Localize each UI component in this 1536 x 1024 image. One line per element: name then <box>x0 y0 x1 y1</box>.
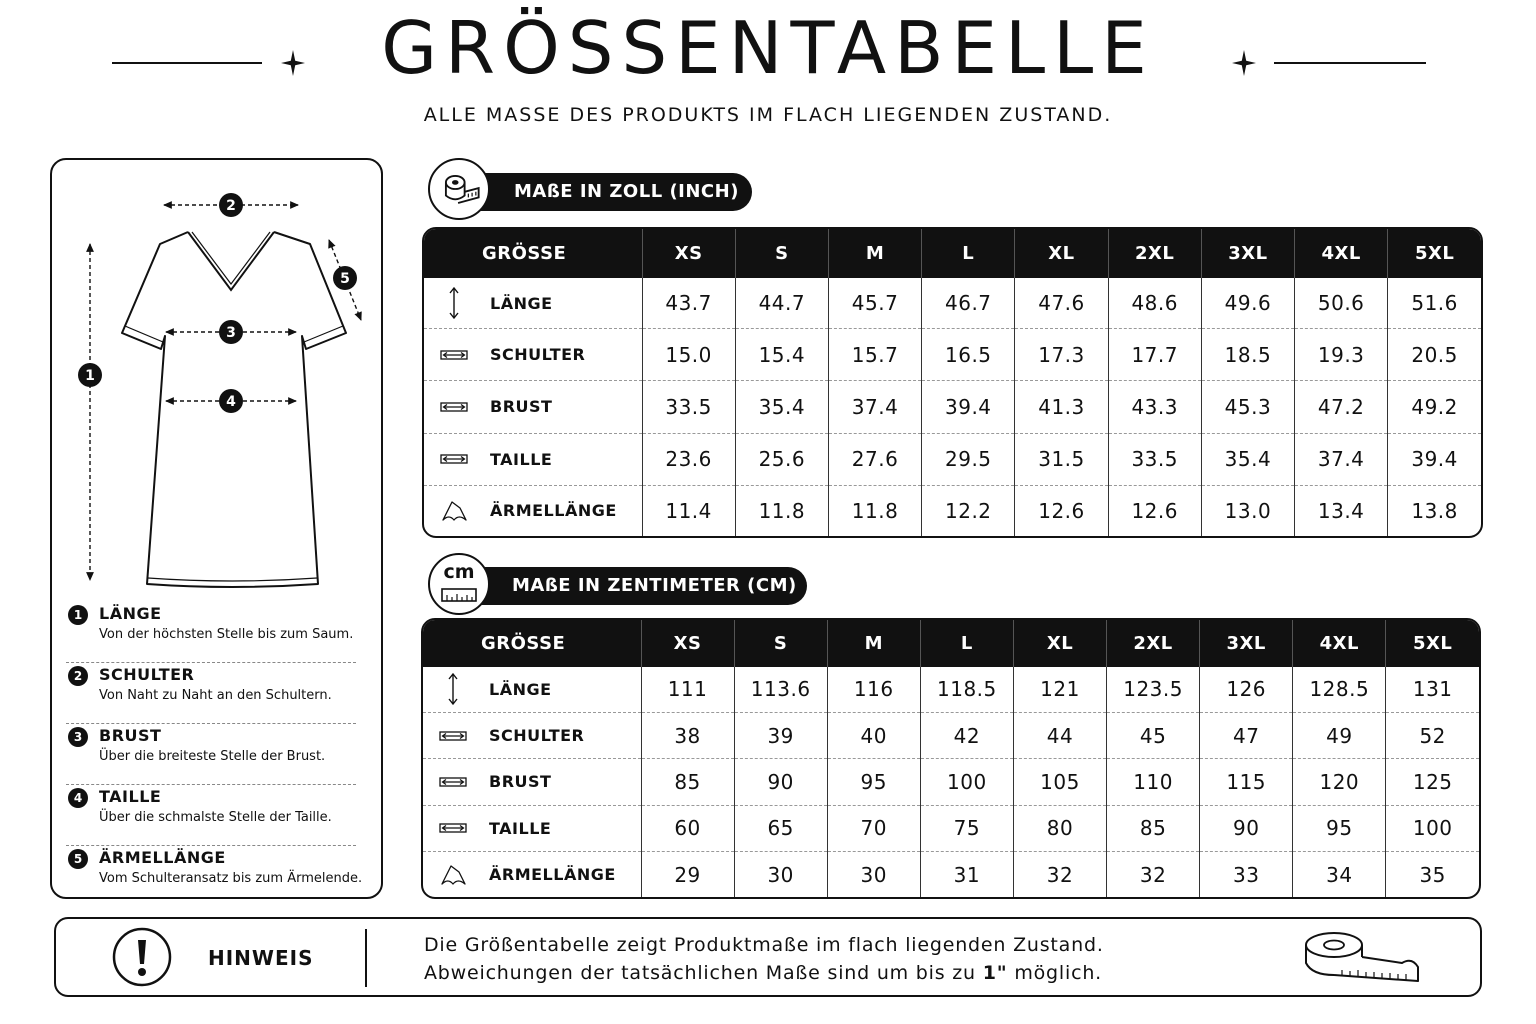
value-cell: 70 <box>827 805 920 851</box>
value-cell: 105 <box>1013 759 1106 805</box>
value-cell: 45.7 <box>828 278 921 329</box>
row-label-cell <box>424 381 642 433</box>
column-header: S <box>734 620 827 667</box>
value-cell: 37.4 <box>1295 433 1388 485</box>
legend-number: 2 <box>68 666 88 686</box>
column-header: 5XL <box>1388 229 1481 278</box>
column-header: XL <box>1013 620 1106 667</box>
table-row <box>424 329 1481 381</box>
svg-text:4: 4 <box>226 394 236 410</box>
value-cell: 27.6 <box>828 433 921 485</box>
value-cell: 39.4 <box>1388 433 1481 485</box>
value-cell: 85 <box>641 759 734 805</box>
value-cell: 43.7 <box>642 278 735 329</box>
value-cell: 47 <box>1200 712 1293 758</box>
value-cell: 20.5 <box>1388 329 1481 381</box>
column-header: 2XL <box>1108 229 1201 278</box>
value-cell: 100 <box>1386 805 1479 851</box>
table-row <box>423 805 1479 851</box>
value-cell: 13.8 <box>1388 485 1481 536</box>
column-header: M <box>828 229 921 278</box>
legend-item-waist <box>66 785 356 846</box>
row-label: SCHULTER <box>489 726 585 746</box>
cm-section-title: MAßE IN ZENTIMETER (CM) <box>460 567 807 605</box>
legend-description: Von der höchsten Stelle bis zum Saum. <box>99 627 354 642</box>
value-cell: 50.6 <box>1295 278 1388 329</box>
note-text <box>424 931 1104 987</box>
horizontal-arrow-icon <box>438 442 470 476</box>
value-cell: 17.7 <box>1108 329 1201 381</box>
value-cell: 35.4 <box>735 381 828 433</box>
legend-label: SCHULTER <box>99 665 195 684</box>
column-header: S <box>735 229 828 278</box>
vertical-arrow-icon <box>438 286 470 320</box>
row-label-cell <box>424 485 642 536</box>
value-cell: 37.4 <box>828 381 921 433</box>
value-cell: 125 <box>1386 759 1479 805</box>
value-cell: 17.3 <box>1015 329 1108 381</box>
legend-label: LÄNGE <box>99 604 162 623</box>
badge-unit-text: cm <box>443 561 475 583</box>
v-neckline <box>188 232 274 290</box>
value-cell: 75 <box>920 805 1013 851</box>
column-header: M <box>827 620 920 667</box>
value-cell: 49.6 <box>1201 278 1294 329</box>
value-cell: 13.4 <box>1295 485 1388 536</box>
value-cell: 12.6 <box>1015 485 1108 536</box>
legend-item-sleeve <box>66 846 363 907</box>
value-cell: 32 <box>1107 852 1200 897</box>
legend-label: BRUST <box>99 726 162 745</box>
table-header-row <box>423 620 1479 667</box>
value-cell: 120 <box>1293 759 1386 805</box>
inch-section-title: MAßE IN ZOLL (INCH) <box>462 173 752 211</box>
note-divider <box>365 929 367 987</box>
value-cell: 118.5 <box>920 667 1013 712</box>
svg-text:1: 1 <box>85 368 95 384</box>
row-label-cell <box>423 712 641 758</box>
value-cell: 11.8 <box>828 485 921 536</box>
row-label-cell <box>424 278 642 329</box>
ruler-icon <box>428 553 490 615</box>
value-cell: 33.5 <box>642 381 735 433</box>
title-divider-right <box>1274 62 1426 64</box>
legend-item-shoulder <box>66 663 356 724</box>
value-cell: 85 <box>1107 805 1200 851</box>
table-row <box>423 759 1479 805</box>
value-cell: 33.5 <box>1108 433 1201 485</box>
vertical-arrow-icon <box>437 672 469 706</box>
row-label: SCHULTER <box>490 345 586 365</box>
table-row <box>424 381 1481 433</box>
value-cell: 116 <box>827 667 920 712</box>
column-header: 2XL <box>1107 620 1200 667</box>
tape-measure-icon <box>428 158 490 220</box>
legend-label: ÄRMELLÄNGE <box>99 848 226 867</box>
value-cell: 48.6 <box>1108 278 1201 329</box>
legend-number: 4 <box>68 788 88 808</box>
value-cell: 35 <box>1386 852 1479 897</box>
column-header: 3XL <box>1200 620 1293 667</box>
table-header-row <box>424 229 1481 278</box>
value-cell: 31 <box>920 852 1013 897</box>
value-cell: 13.0 <box>1201 485 1294 536</box>
value-cell: 111 <box>641 667 734 712</box>
value-cell: 95 <box>1293 805 1386 851</box>
column-header: XL <box>1015 229 1108 278</box>
row-label-cell <box>424 433 642 485</box>
title-divider-left <box>112 62 262 64</box>
value-cell: 25.6 <box>735 433 828 485</box>
value-cell: 34 <box>1293 852 1386 897</box>
horizontal-arrow-icon <box>438 338 470 372</box>
value-cell: 40 <box>827 712 920 758</box>
value-cell: 110 <box>1107 759 1200 805</box>
horizontal-arrow-icon <box>438 390 470 424</box>
note-label: HINWEIS <box>208 946 314 970</box>
value-cell: 90 <box>1200 805 1293 851</box>
column-header: 4XL <box>1295 229 1388 278</box>
column-header: GRÖSSE <box>423 620 641 667</box>
row-label: BRUST <box>490 397 553 417</box>
column-header: XS <box>641 620 734 667</box>
value-cell: 12.6 <box>1108 485 1201 536</box>
value-cell: 39.4 <box>922 381 1015 433</box>
value-cell: 32 <box>1013 852 1106 897</box>
column-header: L <box>922 229 1015 278</box>
value-cell: 39 <box>734 712 827 758</box>
table-row <box>424 278 1481 329</box>
value-cell: 45 <box>1107 712 1200 758</box>
value-cell: 45.3 <box>1201 381 1294 433</box>
value-cell: 15.0 <box>642 329 735 381</box>
row-label-cell <box>423 805 641 851</box>
value-cell: 126 <box>1200 667 1293 712</box>
value-cell: 115 <box>1200 759 1293 805</box>
legend-number: 5 <box>68 849 88 869</box>
row-label: LÄNGE <box>489 679 552 699</box>
measurement-legend <box>66 602 363 907</box>
legend-item-length <box>66 602 356 663</box>
value-cell: 49 <box>1293 712 1386 758</box>
value-cell: 11.8 <box>735 485 828 536</box>
column-header: XS <box>642 229 735 278</box>
row-label-cell <box>423 759 641 805</box>
horizontal-arrow-icon <box>437 719 469 753</box>
legend-label: TAILLE <box>99 787 162 806</box>
legend-number: 3 <box>68 727 88 747</box>
sparkle-icon <box>1232 50 1256 76</box>
value-cell: 123.5 <box>1107 667 1200 712</box>
value-cell: 12.2 <box>922 485 1015 536</box>
column-header: GRÖSSE <box>424 229 642 278</box>
row-label: ÄRMELLÄNGE <box>489 865 616 884</box>
value-cell: 90 <box>734 759 827 805</box>
value-cell: 30 <box>734 852 827 897</box>
legend-description: Von Naht zu Naht an den Schultern. <box>99 688 332 703</box>
cm-size-table <box>421 618 1481 899</box>
row-label-cell <box>423 852 641 897</box>
svg-text:5: 5 <box>340 271 350 287</box>
row-label-cell <box>423 667 641 712</box>
note-panel <box>54 917 1482 997</box>
column-header: L <box>920 620 1013 667</box>
svg-text:2: 2 <box>226 198 236 214</box>
value-cell: 29 <box>641 852 734 897</box>
value-cell: 33 <box>1200 852 1293 897</box>
value-cell: 65 <box>734 805 827 851</box>
measurement-guide-panel <box>50 158 383 899</box>
row-label: ÄRMELLÄNGE <box>490 501 617 521</box>
inch-size-table <box>422 227 1483 538</box>
value-cell: 38 <box>641 712 734 758</box>
row-label: TAILLE <box>490 449 553 469</box>
horizontal-arrow-icon <box>437 811 469 845</box>
horizontal-arrow-icon <box>437 765 469 799</box>
tape-measure-icon <box>1302 927 1422 989</box>
row-label: BRUST <box>489 772 552 792</box>
legend-description: Über die schmalste Stelle der Taille. <box>99 810 332 825</box>
row-label: TAILLE <box>489 818 552 838</box>
table-row <box>424 433 1481 485</box>
value-cell: 29.5 <box>922 433 1015 485</box>
value-cell: 23.6 <box>642 433 735 485</box>
value-cell: 52 <box>1386 712 1479 758</box>
value-cell: 44.7 <box>735 278 828 329</box>
value-cell: 15.4 <box>735 329 828 381</box>
column-header: 3XL <box>1201 229 1294 278</box>
value-cell: 31.5 <box>1015 433 1108 485</box>
value-cell: 121 <box>1013 667 1106 712</box>
value-cell: 18.5 <box>1201 329 1294 381</box>
svg-text:3: 3 <box>226 325 236 341</box>
table-row <box>423 667 1479 712</box>
page-subtitle: ALLE MASSE DES PRODUKTS IM FLACH LIEGENDEN ZUSTAND. <box>423 104 1113 126</box>
value-cell: 44 <box>1013 712 1106 758</box>
value-cell: 60 <box>641 805 734 851</box>
value-cell: 47.6 <box>1015 278 1108 329</box>
row-label-cell <box>424 329 642 381</box>
legend-description: Über die breiteste Stelle der Brust. <box>99 749 326 764</box>
value-cell: 49.2 <box>1388 381 1481 433</box>
value-cell: 128.5 <box>1293 667 1386 712</box>
value-cell: 16.5 <box>922 329 1015 381</box>
column-header: 5XL <box>1386 620 1479 667</box>
legend-description: Vom Schulteransatz bis zum Ärmelende. <box>99 871 363 886</box>
legend-item-chest <box>66 724 356 785</box>
table-row <box>423 712 1479 758</box>
value-cell: 51.6 <box>1411 291 1458 316</box>
value-cell: 47.2 <box>1295 381 1388 433</box>
value-cell: 42 <box>920 712 1013 758</box>
value-cell: 41.3 <box>1015 381 1108 433</box>
note-line-1: Die Größentabelle zeigt Produktmaße im flach liegenden Zustand. <box>424 934 1104 956</box>
exclamation-icon <box>112 927 172 987</box>
value-cell: 11.4 <box>642 485 735 536</box>
value-cell: 131 <box>1412 677 1453 702</box>
legend-number: 1 <box>68 605 88 625</box>
row-label: LÄNGE <box>490 293 553 313</box>
table-row <box>424 485 1481 536</box>
page-title: GRÖSSENTABELLE <box>381 6 1155 90</box>
sleeve-icon <box>437 858 469 892</box>
value-cell: 95 <box>827 759 920 805</box>
value-cell: 30 <box>827 852 920 897</box>
value-cell: 15.7 <box>828 329 921 381</box>
value-cell: 46.7 <box>922 278 1015 329</box>
value-cell: 100 <box>920 759 1013 805</box>
value-cell: 35.4 <box>1201 433 1294 485</box>
sparkle-icon <box>281 50 305 76</box>
value-cell: 19.3 <box>1295 329 1388 381</box>
table-row <box>423 852 1479 897</box>
value-cell: 43.3 <box>1108 381 1201 433</box>
value-cell: 80 <box>1013 805 1106 851</box>
column-header: 4XL <box>1293 620 1386 667</box>
value-cell: 113.6 <box>734 667 827 712</box>
sleeve-icon <box>438 494 470 528</box>
note-line-2: Abweichungen der tatsächlichen Maße sind um bis zu 1" möglich. <box>424 962 1103 984</box>
dress-diagram <box>52 160 385 600</box>
